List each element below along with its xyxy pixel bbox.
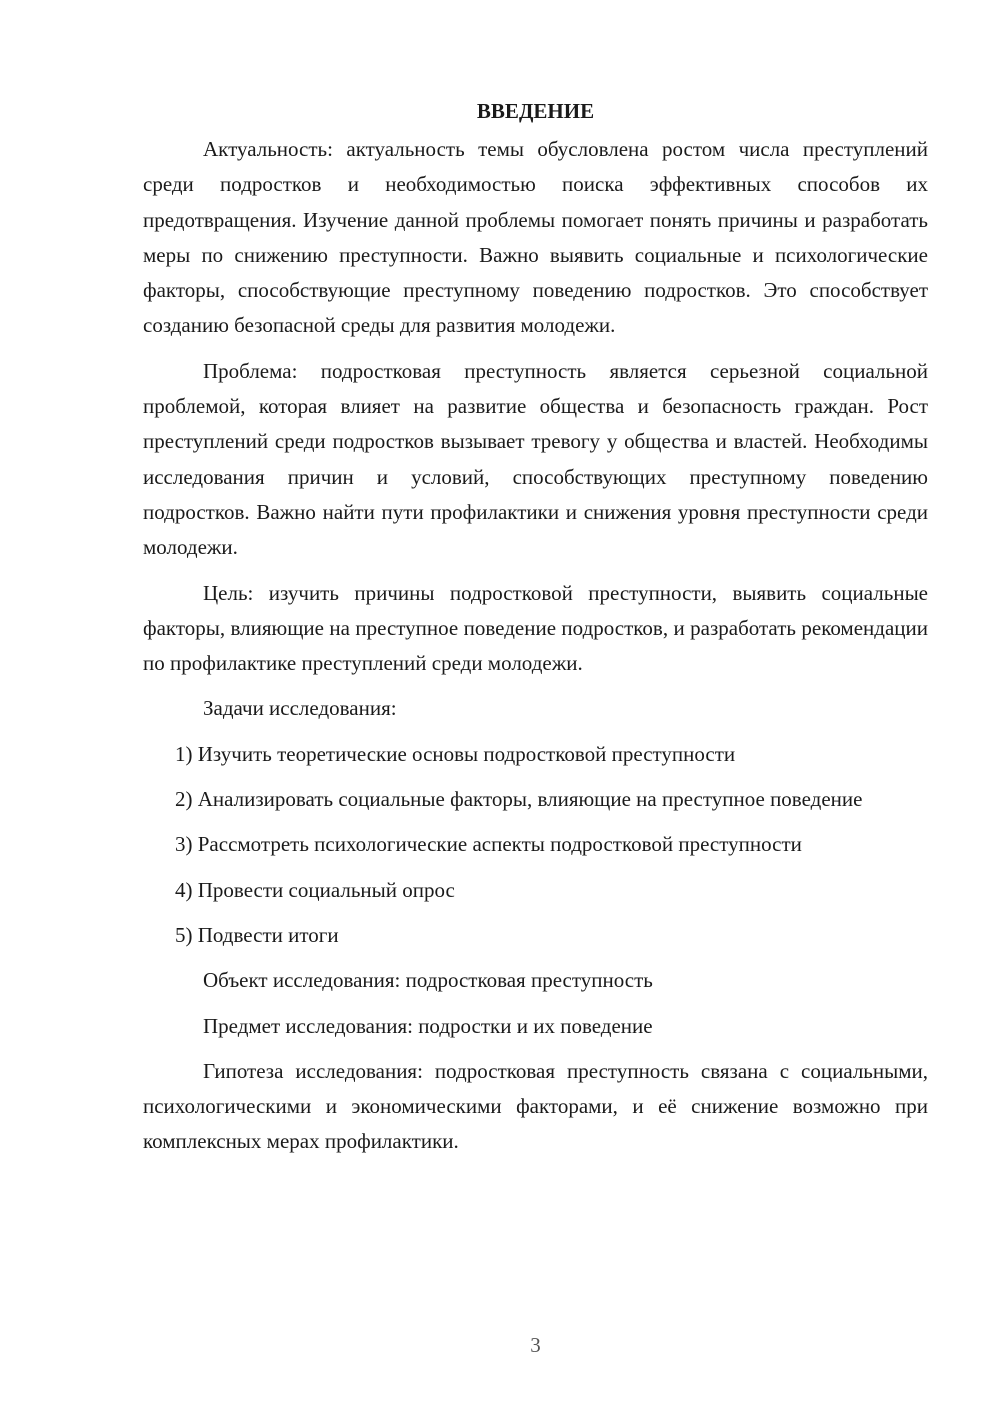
paragraph-actuality: Актуальность: актуальность темы обусловлена ростом числа преступлений среди подростков и необходимостью поиска эффективных способов их предотвращения. Изучение данной проблемы помогает понять причины и разработать меры по снижению преступности. Важно выявить социальные и психологические факторы, способствующие преступному поведению подростков. Это способствует созданию безопасной среды для развития молодежи. [143, 137, 928, 338]
section-title: ВВЕДЕНИЕ [476, 99, 595, 123]
research-object: Объект исследования: подростковая преступность [203, 968, 653, 993]
research-subject: Предмет исследования: подростки и их поведение [203, 1013, 653, 1038]
page-number: 3 [530, 1333, 541, 1357]
paragraph-goal: Цель: изучить причины подростковой преступности, выявить социальные факторы, влияющие на преступное поведение подростков, и разработать рекомендации по профилактике преступлений среди молодежи. [143, 580, 928, 676]
task-item: 1) Изучить теоретические основы подростковой преступности [175, 741, 736, 766]
document-page [143, 92, 928, 1170]
research-hypothesis: Гипотеза исследования: подростковая преступность связана с социальными, психологическими и экономическими факторами, и её снижение возможно при комплексных мерах профилактики. [143, 1058, 928, 1154]
task-item: 2) Анализировать социальные факторы, влияющие на преступное поведение [175, 787, 863, 812]
paragraph-problem: Проблема: подростковая преступность является серьезной социальной проблемой, которая влияет на развитие общества и безопасность граждан. Рост преступлений среди подростков вызывает тревогу у общества и властей. Необходимы исследования причин и условий, способствующих преступному поведению подростков. Важно найти пути профилактики и снижения уровня преступности среди молодежи. [143, 358, 928, 560]
tasks-heading: Задачи исследования: [203, 696, 397, 721]
task-item: 5) Подвести итоги [175, 922, 339, 947]
task-item: 4) Провести социальный опрос [175, 877, 455, 902]
task-item: 3) Рассмотреть психологические аспекты подростковой преступности [175, 832, 802, 857]
